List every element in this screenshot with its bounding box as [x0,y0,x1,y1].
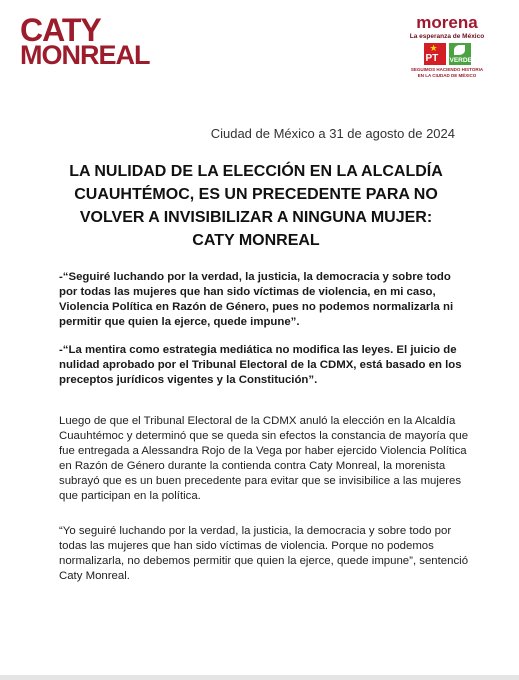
title-line: CATY MONREAL [192,232,320,249]
highlight-quote-1 [59,270,466,330]
party-logos [401,43,493,65]
press-release-title [50,160,462,252]
page-edge [0,675,519,680]
quote-line: -“La mentira como estrategia mediática no modifica las leyes. El juicio de [59,344,457,356]
paragraph-line: subrayó que es un buen precedente para evitar que se invisibilice a las mujeres [59,475,462,487]
body-paragraph-2 [59,524,469,584]
quote-line: preceptos jurídicos vigentes y la Constitución”. [59,374,318,386]
paragraph-line: “Yo seguiré luchando por la verdad, la justicia, la democracia y sobre todo por [59,525,452,537]
paragraph-line: Luego de que el Tribunal Electoral de la CDMX anuló la elección en la Alcaldía [59,415,456,427]
quote-line: permitir que quien la ejerce, quede impune”. [59,316,300,328]
star-icon: ★ [429,43,438,53]
quote-line: por todas las mujeres que han sido víctimas de violencia, en mi caso, [59,286,436,298]
leaf-icon [454,45,465,55]
coalition-logo [401,14,493,79]
quote-line: Violencia Política en Razón de Género, pues no podemos normalizarla ni [59,301,454,313]
body-paragraph-1 [59,414,469,504]
logo-text-monreal: MONREAL [20,40,150,70]
pt-label: PT [425,53,439,64]
paragraph-line: todas las mujeres que han sido víctimas de violencia. Porque no podemos [59,540,434,552]
paragraph-line: en Razón de Género durante la contienda contra Caty Monreal, la morenista [59,460,446,472]
highlight-quote-2 [59,343,466,388]
coalition-line-2: EN LA CIUDAD DE MÉXICO [417,73,477,78]
title-line: CUAUHTÉMOC, ES UN PRECEDENTE PARA NO [74,186,438,203]
verde-logo [449,43,471,65]
title-line: LA NULIDAD DE LA ELECCIÓN EN LA ALCALDÍA [69,163,443,180]
pt-logo [424,43,446,65]
date-line: Ciudad de México a 31 de agosto de 2024 [210,126,455,141]
paragraph-line: Caty Monreal. [59,570,130,582]
paragraph-line: fue entregada a Alessandra Rojo de la Vega por haber ejercido Violencia Política [59,445,467,457]
morena-logo-text: morena [416,13,478,32]
caty-monreal-logo [20,12,150,70]
quote-line: nulidad aprobado por el Tribunal Electoral de la CDMX, está basado en los [59,359,462,371]
verde-label: VERDE [449,57,472,64]
paragraph-line: normalizarla, no debemos permitir que quien la ejerce, quede impune”, sentenció [59,555,469,567]
quote-line: -“Seguiré luchando por la verdad, la justicia, la democracia y sobre todo [59,271,451,283]
paragraph-line: Cuauhtémoc y determinó que se queda sin efectos la constancia de mayoría que [59,430,469,442]
logo-text-caty: CATY [20,12,101,48]
paragraph-line: que participan en la política. [59,490,201,502]
coalition-line-1: SEGUIMOS HACIENDO HISTORIA [410,67,484,72]
title-line: VOLVER A INVISIBILIZAR A NINGUNA MUJER: [79,209,433,226]
morena-tagline: La esperanza de México [409,33,485,40]
